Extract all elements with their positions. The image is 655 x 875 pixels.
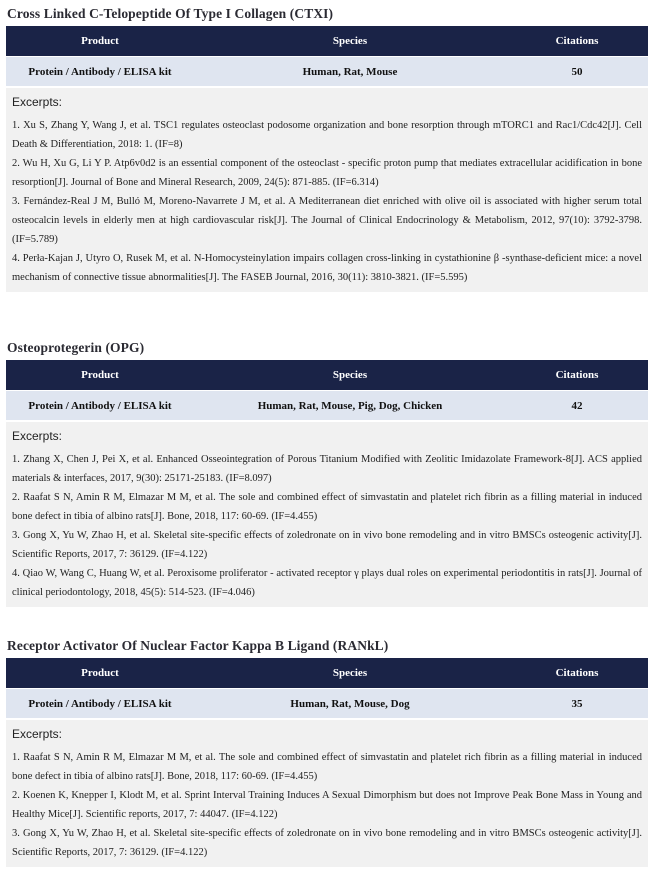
cell-citations: 50 (506, 57, 648, 87)
table-header-row (6, 360, 648, 391)
excerpt-item: 2. Wu H, Xu G, Li Y P. Atp6v0d2 is an essential component of the osteoclast - specific proton pump that mediates extracellular acidification in bone resorption[J]. Journal of Bone and Mineral Research, 2009, 24(5): 871-885. (IF=6.314) (12, 158, 642, 188)
header-species: Species (194, 658, 506, 689)
product-table (6, 360, 648, 420)
table-row (6, 689, 648, 719)
excerpt-item: 2. Koenen K, Knepper I, Klodt M, et al. Sprint Interval Training Induces A Sexual Dimorphism but does not Improve Peak Bone Mass in Young and Healthy Mice[J]. Scientific reports, 2017, 7: 44047. (IF=4.122) (12, 790, 642, 820)
excerpts-box (6, 720, 648, 867)
excerpt-item: 4. Perła-Kajan J, Utyro O, Rusek M, et al. N-Homocysteinylation impairs collagen cross-linking in cystathionine β -synthase-deficient mice: a novel mechanism of connective tissue abnormalities[J]. The FASEB Journal, 2016, 30(11): 3810-3821. (IF=5.595) (12, 253, 642, 283)
header-species: Species (194, 360, 506, 391)
section-rankl (6, 634, 648, 867)
cell-product: Protein / Antibody / ELISA kit (6, 391, 194, 421)
section-title: Osteoprotegerin (OPG) (7, 340, 145, 355)
cell-product: Protein / Antibody / ELISA kit (6, 689, 194, 719)
excerpts-box (6, 422, 648, 607)
excerpts-label: Excerpts: (12, 429, 63, 443)
header-citations: Citations (506, 26, 648, 57)
excerpts-label: Excerpts: (12, 95, 63, 109)
excerpt-item: 3. Gong X, Yu W, Zhao H, et al. Skeletal site-specific effects of zoledronate on in vivo bone remodeling and in vitro BMSCs osteogenic activity[J]. Scientific Reports, 2017, 7: 36129. (IF=4.122) (12, 530, 642, 560)
excerpt-item: 2. Raafat S N, Amin R M, Elmazar M M, et al. The sole and combined effect of simvastatin and platelet rich fibrin as a filling material in induced bone defect in tibia of albino rats[J]. Bone, 2018, 117: 60-69. (IF=4.455) (12, 492, 642, 522)
section-title: Cross Linked C-Telopeptide Of Type I Collagen (CTXI) (7, 6, 334, 21)
excerpt-item: 3. Fernández-Real J M, Bulló M, Moreno-Navarrete J M, et al. A Mediterranean diet enriched with olive oil is associated with higher serum total osteocalcin levels in elderly men at high cardiovascular risk[J]. The Journal of Clinical Endocrinology & Metabolism, 2012, 97(10): 3792-3798. (IF=5.789) (12, 196, 642, 245)
cell-species: Human, Rat, Mouse (194, 57, 506, 87)
table-row (6, 57, 648, 87)
excerpts-label: Excerpts: (12, 727, 63, 741)
header-product: Product (6, 360, 194, 391)
header-citations: Citations (506, 360, 648, 391)
table-header-row (6, 658, 648, 689)
excerpt-item: 1. Raafat S N, Amin R M, Elmazar M M, et al. The sole and combined effect of simvastatin and platelet rich fibrin as a filling material in induced bone defect in tibia of albino rats[J]. Bone, 2018, 117: 60-69. (IF=4.455) (12, 752, 642, 782)
excerpt-item: 4. Qiao W, Wang C, Huang W, et al. Peroxisome proliferator - activated receptor γ plays dual roles on experimental periodontitis in rats[J]. Journal of clinical periodontology, 2018, 45(5): 514-523. (IF=4.046) (12, 568, 642, 598)
header-product: Product (6, 26, 194, 57)
header-species: Species (194, 26, 506, 57)
product-table (6, 658, 648, 718)
cell-species: Human, Rat, Mouse, Pig, Dog, Chicken (194, 391, 506, 421)
cell-species: Human, Rat, Mouse, Dog (194, 689, 506, 719)
cell-citations: 35 (506, 689, 648, 719)
table-row (6, 391, 648, 421)
cell-product: Protein / Antibody / ELISA kit (6, 57, 194, 87)
section-ctxi (6, 2, 648, 292)
cell-citations: 42 (506, 391, 648, 421)
header-citations: Citations (506, 658, 648, 689)
excerpt-item: 1. Xu S, Zhang Y, Wang J, et al. TSC1 regulates osteoclast podosome organization and bone resorption through mTORC1 and Rac1/Cdc42[J]. Cell Death & Differentiation, 2018: 1. (IF=8) (12, 120, 642, 150)
section-title: Receptor Activator Of Nuclear Factor Kappa B Ligand (RANkL) (7, 638, 389, 653)
excerpt-item: 1. Zhang X, Chen J, Pei X, et al. Enhanced Osseointegration of Porous Titanium Modified with Zeolitic Imidazolate Framework-8[J]. ACS applied materials & interfaces, 2017, 9(30): 25171-25183. (IF=8.097) (12, 454, 642, 484)
excerpt-item: 3. Gong X, Yu W, Zhao H, et al. Skeletal site-specific effects of zoledronate on in vivo bone remodeling and in vitro BMSCs osteogenic activity[J]. Scientific Reports, 2017, 7: 36129. (IF=4.122) (12, 828, 642, 858)
section-opg (6, 336, 648, 607)
table-header-row (6, 26, 648, 57)
product-table (6, 26, 648, 86)
excerpts-box (6, 88, 648, 292)
header-product: Product (6, 658, 194, 689)
